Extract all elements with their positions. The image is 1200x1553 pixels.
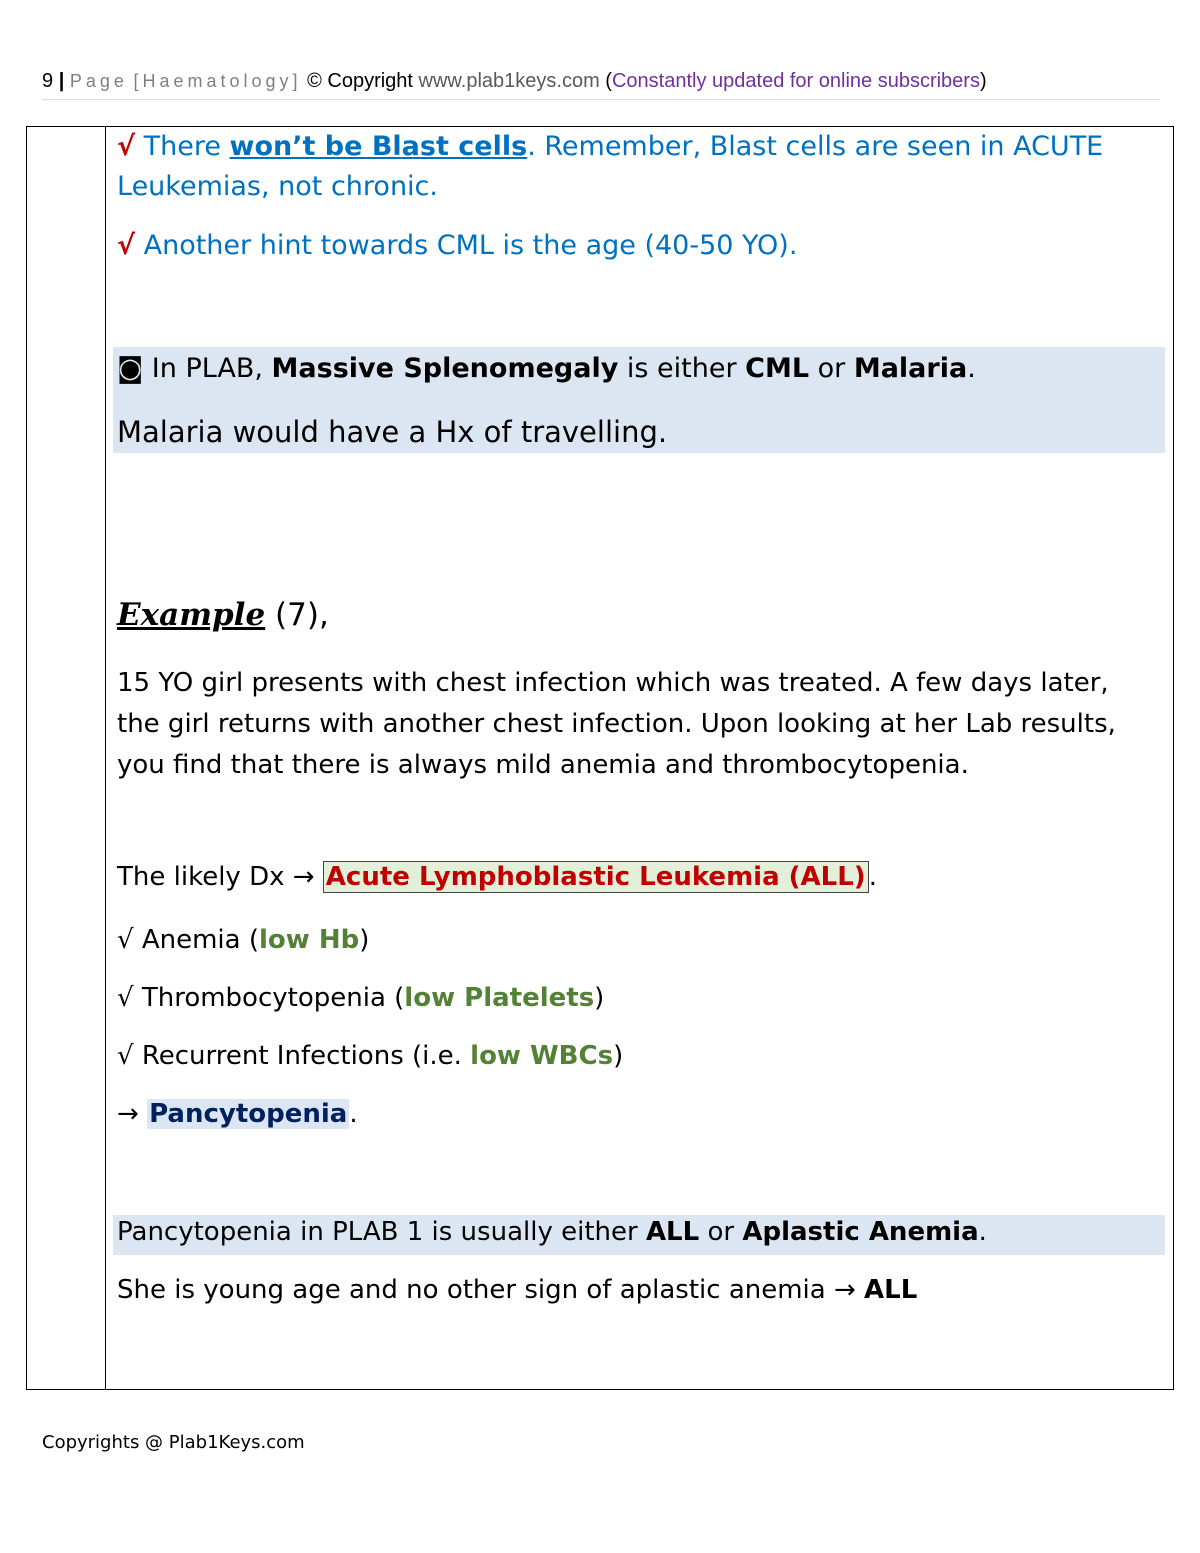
pancytopenia-label: Pancytopenia xyxy=(149,1099,348,1129)
content-table xyxy=(26,126,1174,1390)
finding-anemia: √ Anemia (low Hb) xyxy=(117,925,370,955)
header-separator: | xyxy=(58,70,65,92)
check-mark-icon: √ xyxy=(117,131,136,162)
update-note: Constantly updated for online subscribers xyxy=(611,70,980,92)
finding-thrombocytopenia: √ Thrombocytopenia (low Platelets) xyxy=(117,983,605,1013)
section-name: [Haematology] xyxy=(133,71,302,91)
blast-cells-emphasis: won’t be Blast cells xyxy=(229,131,528,162)
blast-cells-line: √ There won’t be Blast cells. Remember, Blast cells are seen in ACUTE xyxy=(117,131,1104,162)
example-label: Example xyxy=(117,597,266,633)
malaria-line: Malaria would have a Hx of travelling. xyxy=(117,415,668,449)
check-mark-icon: √ xyxy=(117,1041,134,1071)
check-mark-icon: √ xyxy=(117,230,136,261)
splenomegaly-line: ◙ In PLAB, Massive Splenomegaly is either CML or Malaria. xyxy=(117,353,976,384)
case-line-2: the girl returns with another chest infection. Upon looking at her Lab results, xyxy=(117,709,1116,739)
page-word: Page xyxy=(69,71,128,91)
page-number: 9 xyxy=(42,70,54,92)
blast-cells-line-2: Leukemias, not chronic. xyxy=(117,171,438,202)
site-link[interactable]: www.plab1keys.com xyxy=(418,70,600,92)
check-mark-icon: √ xyxy=(117,925,134,955)
example-heading: Example (7), xyxy=(117,597,329,633)
pancytopenia-line: → Pancytopenia. xyxy=(117,1099,358,1129)
page-header xyxy=(42,70,1160,100)
diagnosis-line: The likely Dx → Acute Lymphoblastic Leukemia (ALL) . xyxy=(117,862,877,892)
paren-close: ) xyxy=(979,70,987,92)
case-line-3: you find that there is always mild anemia and thrombocytopenia. xyxy=(117,750,969,780)
copyright-label: © Copyright xyxy=(307,70,413,92)
age-hint-line: √ Another hint towards CML is the age (40-50 YO). xyxy=(117,230,798,261)
pancytopenia-note-line: Pancytopenia in PLAB 1 is usually either ALL or Aplastic Anemia. xyxy=(117,1217,987,1247)
paren-open: ( xyxy=(605,70,612,92)
page-footer: Copyrights @ Plab1Keys.com xyxy=(42,1432,305,1453)
diagnosis-answer: Acute Lymphoblastic Leukemia (ALL) xyxy=(323,861,869,893)
table-left-column-divider xyxy=(105,127,106,1389)
check-mark-icon: √ xyxy=(117,983,134,1013)
conclusion-line: She is young age and no other sign of aplastic anemia → ALL xyxy=(117,1275,918,1305)
arrow-icon: → xyxy=(117,1099,139,1129)
case-line-1: 15 YO girl presents with chest infection which was treated. A few days later, xyxy=(117,668,1109,698)
bullet-icon: ◙ xyxy=(117,353,144,384)
finding-infections: √ Recurrent Infections (i.e. low WBCs) xyxy=(117,1041,624,1071)
